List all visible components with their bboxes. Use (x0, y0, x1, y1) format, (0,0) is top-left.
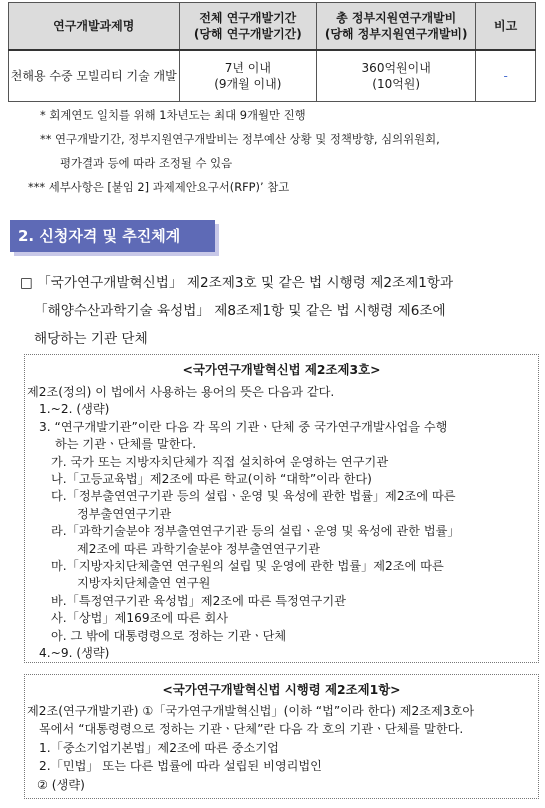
footnote-2-continued: 평가결과 등에 따라 조정될 수 있음 (60, 156, 233, 170)
law-line: 다.「정부출연연구기관 등의 설립ㆍ운영 및 육성에 관한 법률」제2조에 따른 (51, 489, 456, 504)
law-line: 바.「특정연구기관 육성법」제2조에 따른 특정연구기관 (51, 593, 346, 608)
law-line: 사.「상법」제169조에 따른 회사 (51, 611, 228, 626)
header-project-name (9, 3, 180, 51)
header-cell-text: 비고 (494, 19, 518, 33)
law-line: 2.「민법」 또는 다른 법률에 따라 설립된 비영리법인 (39, 759, 322, 774)
law-line: ② (생략) (37, 777, 85, 792)
law-line: 라.「과학기술분야 정부출연연구기관 등의 설립ㆍ운영 및 육성에 관한 법률」 (51, 524, 460, 539)
cell-budget (317, 50, 476, 102)
law-excerpt-box-1 (24, 354, 539, 663)
cell-text: 360억원이내 (10억원) (361, 61, 431, 91)
law-line: 목에서 “대통령령으로 정하는 기관ㆍ단체”란 다음 각 호의 기관ㆍ단체를 말한다. (39, 722, 464, 737)
header-cell-text: 연구개발과제명 (53, 19, 135, 33)
box-content (27, 702, 537, 794)
law-line: 지방자치단체출연 연구원 (77, 576, 211, 591)
cell-project-name (9, 50, 180, 102)
law-line: 1.「중소기업기본법」제2조에 따른 중소기업 (39, 740, 279, 755)
section-title: 2. 신청자격 및 추진체계 (10, 220, 215, 252)
footnotes (22, 103, 537, 199)
paragraph-line: 해당하는 기관 단체 (34, 331, 148, 347)
law-line: 아. 그 밖에 대통령령으로 정하는 기관ㆍ단체 (51, 628, 287, 643)
law-line: 4.~9. (생략) (39, 646, 110, 661)
law-line: 1.~2. (생략) (39, 402, 110, 417)
table-row (9, 50, 536, 102)
header-cell-text: 전체 연구개발기간 (당해 연구개발기간) (193, 11, 302, 41)
footnote-3: *** 세부사항은 [붙임 2] 과제제안요구서(RFP)’ 참고 (28, 180, 290, 194)
cell-period (179, 50, 317, 102)
budget-table (8, 2, 536, 102)
table-header-row (9, 3, 536, 51)
law-line: 제2조(정의) 이 법에서 사용하는 용어의 뜻은 다음과 같다. (27, 385, 335, 399)
footnote-2: ** 연구개발기간, 정부지원연구개발비는 정부예산 상황 및 정책방향, 심의위원회, (40, 132, 440, 146)
paragraph-line: □ 「국가연구개발혁신법」 제2조제3호 및 같은 법 시행령 제2조제1항과 (20, 275, 454, 291)
cell-text: - (503, 69, 508, 83)
cell-text: 7년 이내 (9개월 이내) (214, 61, 282, 91)
law-line: 3. “연구개발기관”이란 다음 각 목의 기관ㆍ단체 중 국가연구개발사업을 수행 (39, 419, 448, 434)
footnote-1: * 회계연도 일치를 위해 1차년도는 최대 9개월만 진행 (40, 108, 306, 122)
cell-text: 천해용 수중 모빌리티 기술 개발 (10, 69, 177, 83)
header-remarks (476, 3, 536, 51)
header-cell-text: 총 정부지원연구개발비 (당해 정부지원연구개발비) (324, 11, 468, 41)
law-line: 정부출연연구기관 (77, 506, 172, 521)
law-line: 나.「고등교육법」제2조에 따른 학교(이하 “대학”이라 한다) (51, 472, 372, 487)
header-budget (317, 3, 476, 51)
law-line: 제2조에 따른 과학기술분야 정부출연연구기관 (77, 541, 321, 556)
paragraph-line: 「해양수산과학기술 육성법」 제8조제1항 및 같은 법 시행령 제6조에 (34, 303, 446, 319)
cell-remarks (476, 50, 536, 102)
law-line: 가. 국가 또는 지방자치단체가 직접 설치하여 운영하는 연구기관 (51, 454, 389, 469)
box-title: <국가연구개발혁신법 제2조제3호> (182, 362, 381, 377)
eligibility-paragraph (20, 269, 538, 353)
header-period (179, 3, 317, 51)
law-line: 마.「지방자치단체출연 연구원의 설립 및 운영에 관한 법률」제2조에 따른 (51, 559, 444, 574)
law-line: 제2조(연구개발기관) ①「국가연구개발혁신법」(이하 “법”이라 한다) 제2조제3호아 (27, 704, 475, 718)
law-line: 하는 기관ㆍ단체를 말한다. (55, 437, 197, 452)
law-excerpt-box-2 (24, 674, 539, 799)
box-content (27, 384, 537, 663)
box-title: <국가연구개발혁신법 시행령 제2조제1항> (162, 682, 401, 697)
